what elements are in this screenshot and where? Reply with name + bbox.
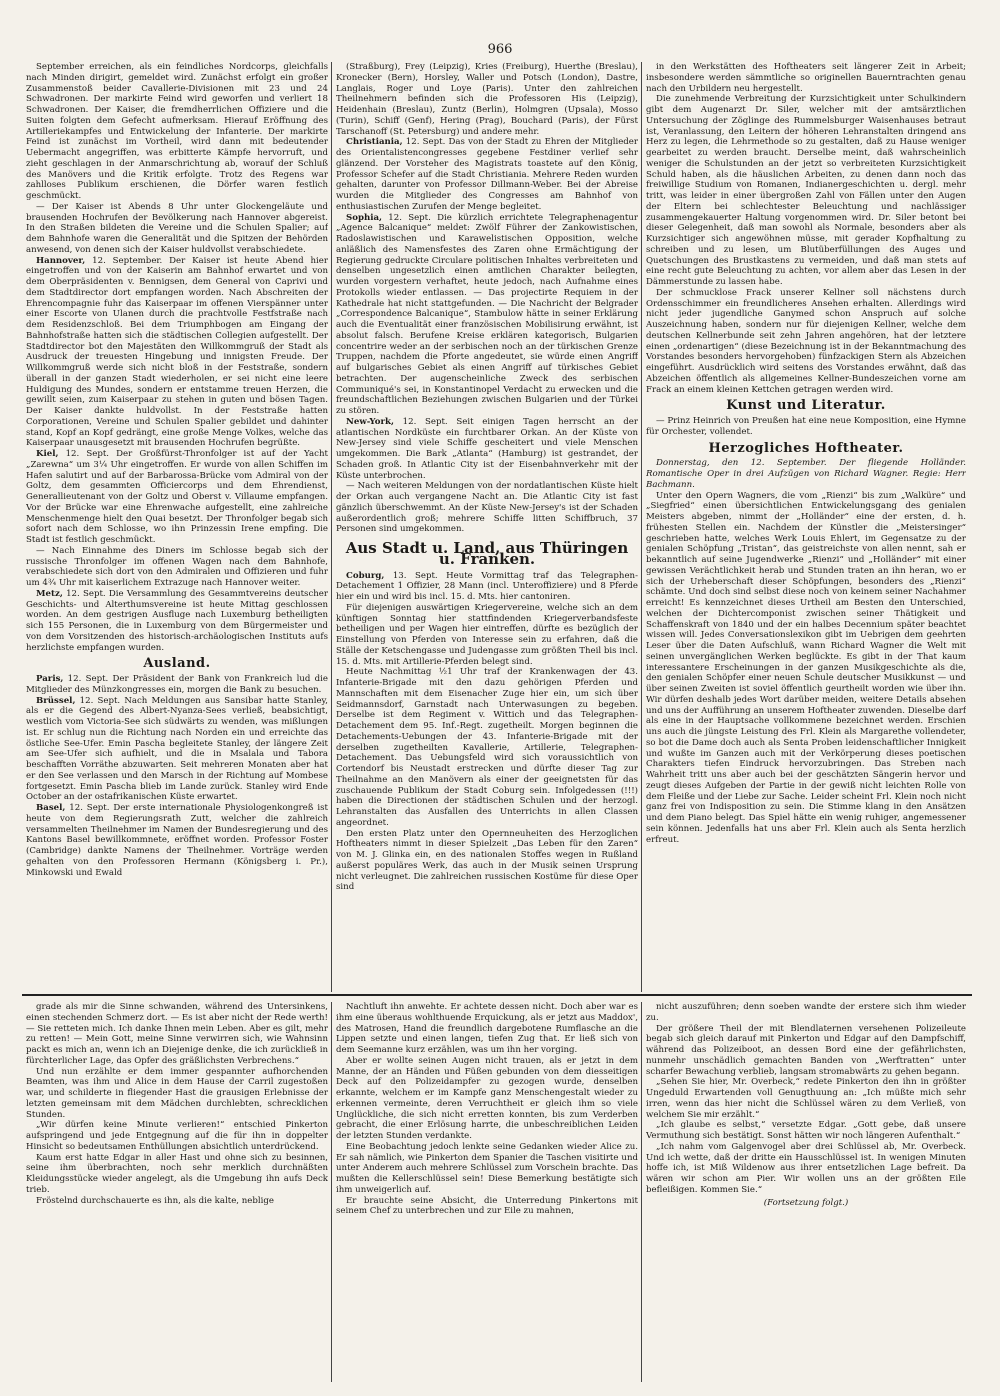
article-text: 12. Sept. Der Großfürst-Thronfolger ist auf der Yacht „Zarewna“ um 3¼ Uhr eingetroffen. Er wurde von allen Schiffen im Hafen salutirt und auf der Barbarossa-Brücke vom Admiral von der Goltz, dem gesammten Officiercorps und dem Ehrendienst, Generallieutenant von der Goltz und Oberst v. Villaume empfangen. Vor der Brücke war eine Ehrenwache aufgestellt, eine zahlreiche Menschenmenge hielt den Quai besetzt. Der Thronfolger begab sich sofort nach dem Schlosse, wo ihn Prinzessin Irene empfing. Die Stadt ist festlich geschmückt. <box>26 449 328 545</box>
article-text: 12. Sept. Die Versammlung des Gesammtvereins deutscher Geschichts- und Alterthumsvereine ist heute Mittag geschlossen worden. An dem gestrigen Ausfluge nach Luxemburg betheiligten sich 155 Personen, die in Luxemburg von dem Bürgermeister und von dem Vorsitzenden des historisch-archäologischen Instituts aufs herzlichste empfangen wurden. <box>26 588 328 653</box>
article-paragraph <box>26 674 328 696</box>
article-paragraph: Der schmucklose Frack unserer Kellner soll nächstens durch Ordensschimmer ein freundlicheres Ansehen erhalten. Allerdings wird nicht jeder jugendliche Ganymed schon Anspruch auf solche Auszeichnung haben, sondern nur für diejenigen Kellner, welche dem deutschen Kellnerbunde seit zehn Jahren angehören, hat der letztere einen „ordenartigen“ (diese Bezeichnung ist in der Bekanntmachung des Vorstandes besonders hervorgehoben) fünfzackigen Stern als Abzeichen eingeführt. Ausdrücklich wird seitens des Vorstandes erwähnt, daß das Abzeichen öffentlich als allgemeines Kellner-Bundeszeichen vorne am Frack an einem kleinen Kettchen getragen werden wird. <box>646 287 966 395</box>
story-paragraph: „Ich nahm vom Galgenvogel aber drei Schlüssel ab, Mr. Overbeck. Und ich wette, daß der dritte ein Hausschlüssel ist. In wenigen Minuten hoffe ich, ist Miß Wildenow aus ihrer entsetzlichen Lage befreit. Da wären wir schon am Pier. Wir wollen uns an der größten Eile befleißigen. Kommen Sie.“ <box>646 1141 966 1195</box>
column-2 <box>336 62 638 992</box>
column-divider <box>641 1002 642 1382</box>
article-paragraph: Für diejenigen auswärtigen Kriegervereine, welche sich an dem künftigen Sonntag hier stattfindenden Kriegerverbandsfeste betheiligen und per Wagen hier eintreffen, dürfte es bezüglich der Einstellung von Pferden von Interesse sein zu erfahren, daß die Ställe der Ketschengasse und Judengasse zum größten Theil bis incl. 15. d. Mts. mit Artillerie-Pferden belegt sind. <box>336 602 638 667</box>
column-divider <box>331 1002 332 1382</box>
article-paragraph: Die zunehmende Verbreitung der Kurzsichtigkeit unter Schulkindern gibt dem Augenarzt Dr. Siler, welcher mit der amtsärztlichen Untersuchung der Zöglinge des Rummelsburger Waisenhauses betraut ist, Veranlassung, den Leitern der höheren Lehranstalten dringend ans Herz zu legen, die Lehrmethode so zu gestalten, daß zu Hause weniger gearbeitet zu werden braucht. Derselbe meint, daß wahrscheinlich weniger die Schulstunden an der jetzt so verbreiteten Kurzsichtigkeit Schuld haben, als die häuslichen Arbeiten, zu denen dann noch das freiwillige Studium von Romanen, Indianergeschichten u. dergl. mehr tritt, was leider in einer übergroßen Zahl von Fällen unter den Augen der Eltern bei schlechtester Beleuchtung und nachlässiger zusammengekauerter Haltung vorgenommen wird. Dr. Siler betont bei dieser Gelegenheit, daß man sowohl als Normale, besonders aber als Kurzsichtiger sich angewöhnen müsse, mit gerader Kopfhaltung zu schreiben und zu lesen, um Blutüberfüllungen des Auges und Quetschungen des Brustkastens zu vermeiden, und daß man stets auf eine recht gute Beleuchtung zu achten, vor allem aber das Lesen in der Dämmerstunde zu lassen habe. <box>646 94 966 287</box>
dateline-city: Metz, <box>36 588 63 599</box>
article-paragraph: — Der Kaiser ist Abends 8 Uhr unter Glockengeläute und brausenden Hochrufen der Bevölkerung nach Hannover abgereist. In den Straßen bildeten die Vereine und die Schulen Spalier; auf dem Bahnhofe waren die Generalität und die Spitzen der Behörden anwesend, von denen sich der Kaiser huldvollst verabschiedete. <box>26 201 328 255</box>
article-paragraph: in den Werkstätten des Hoftheaters seit längerer Zeit in Arbeit; insbesondere werden sämmtliche so originellen Bauerntrachten genau nach den Urbildern neu hergestellt. <box>646 62 966 94</box>
article-text: 12. Sept. Die kürzlich errichtete Telegraphenagentur „Agence Balcanique“ meldet: Zwölf Führer der Zankowistischen, Radoslawistischen und Karawelistischen Opposition, welche anläßlich des Namensfestes des Zaren ohne Ermächtigung der Regierung gedruckte Circulare politischen Inhaltes verbreiteten und denselben ungesetzlich einen amtlichen Charakter beilegten, wurden vorgestern verhaftet, heute jedoch, nach Aufnahme eines Protokolls wieder entlassen. — Das projectirte Requiem in der Kathedrale hat nicht stattgefunden. — Die Nachricht der Belgrader „Correspondence Balcanique“, Stambulow hätte in seiner Erklärung auch die Eventualität einer französischen Mobilisirung erwähnt, ist absolut falsch. Berufene Kreise erklären kategorisch, Bulgarien concentrire weder an der serbischen noch an der türkischen Grenze Truppen, nachdem die Pforte angedeutet, sie würde einen Angriff auf bulgarisches Gebiet als einen Angriff auf türkisches Gebiet betrachten. Der augenscheinliche Zweck des serbischen Communiqué's sei, in Konstantinopel Verdacht zu erwecken und die freundschaftlichen Beziehungen zwischen Bulgarien und der Türkei zu stören. <box>336 212 638 416</box>
page-number: 966 <box>487 42 513 57</box>
story-paragraph: Der größere Theil der mit Blendlaternen versehenen Polizeileute begab sich gleich darauf mit Pinkerton und Edgar auf den Dampfschiff, während das Polizeiboot, an dessen Bord eine der gefährlichsten, nunmehr unschädlich gemachten Banden von „Werftratten“ unter scharfer Bewachung verblieb, langsam stromabwärts zu gehen begann. <box>646 1023 966 1077</box>
story-paragraph: Er brauchte seine Absicht, die Unterredung Pinkertons mit seinem Chef zu unterbrechen und zur Eile zu mahnen, <box>336 1195 638 1217</box>
article-text: 12. Sept. Seit einigen Tagen herrscht an der atlantischen Nordküste ein furchtbarer Orkan. An der Küste von New-Jersey sind viele Schiffe gescheitert und viele Menschen umgekommen. Die Bark „Atlanta“ (Hamburg) ist gestrandet, der Schaden groß. In Atlantic City ist der Eisenbahnverkehr mit der Küste unterbrochen. <box>336 416 638 481</box>
article-paragraph <box>26 589 328 654</box>
article-paragraph: — Prinz Heinrich von Preußen hat eine neue Komposition, eine Hymne für Orchester, vollendet. <box>646 416 966 437</box>
article-paragraph: Den ersten Platz unter den Opernneuheiten des Herzoglichen Hoftheaters nimmt in dieser Spielzeit „Das Leben für den Zaren“ von M. J. Glinka ein, en des nationalen Stoffes wegen in Rußland außerst populäres Werk, das auch in der Musik seinen Ursprung nicht verleugnet. Die zahlreichen russischen Kostüme für diese Oper sind <box>336 828 638 893</box>
dateline-city: Kiel, <box>36 449 59 459</box>
story-paragraph: „Wir dürfen keine Minute verlieren!“ entschied Pinkerton aufspringend und jede Entgegnung auf die für ihn in doppelter Hinsicht so bedeutsamen Enthüllungen absichtlich unterdrückend. <box>26 1120 328 1152</box>
article-text: 12. Sept. Der erste internationale Physiologenkongreß ist heute von dem Regierungsrath Zutt, welcher die zahlreich versammelten Theilnehmer im Namen der Bundesregierung und des Kantons Basel bewillkommnete, eröffnet worden. Professor Foster (Cambridge) dankte Namens der Theilnehmer. Vorträge werden gehalten von den Professoren Hermann (Königsberg i. Pr.), Minkowski und Ewald <box>26 803 328 878</box>
dateline-city: Paris, <box>36 674 64 684</box>
story-paragraph: Nachtluft ihn anwehte. Er achtete dessen nicht. Doch aber war es ihm eine überaus wohlthuende Erquickung, als er jetzt aus Maddox', des Matrosen, Hand die freundlich dargebotene Rumflasche an die Lippen setzte und einen langen, tiefen Zug that. Er ließ sich von dem Seemanne kurz erzählen, was um ihn her vorging. <box>336 1002 638 1055</box>
dateline-city: Hannover, <box>36 255 86 266</box>
feuilleton-separator <box>22 994 972 996</box>
dateline-city: Basel, <box>36 803 66 813</box>
review-paragraph: Unter den Opern Wagners, die vom „Rienzi“ bis zum „Walküre“ und „Siegfried“ einen übersichtlichen Entwickelungsgang des genialen Meisters abgeben, nimmt der „Holländer“ eine der ersten, d. h. frühesten Stellen ein. Nachdem der Künstler die „Meistersinger“ geschrieben hatte, welches Werk Louis Ehlert, im Gegensatze zu der genialen Schöpfung „Tristan“, das geistreichste von allen nennt, sah er bekanntlich auf seine Jugendwerke „Rienzi“ und „Holländer“ mit einer gewissen Verächtlichkeit herab und Stunden traten an ihn heran, wo er sich der Urheberschaft dieser Schöpfungen, besonders des „Rienzi“ schämte. Und doch sind selbst diese noch von keinem seiner Nachahmer erreicht! Es kennzeichnet dieses Urtheil am Besten den Unterschied, welchen der Dichtercomponist zwischen seiner Thätigkeit und Schaffenskraft von 1840 und der ein halbes Decennium später beachtet wissen will. Jedes Conversationslexikon gibt im Uebrigen dem geehrten Leser über die Daten Aufschluß, wann Richard Wagner die Welt mit seinen unvergänglichen Werken beglückte. Es gibt in der That kaum interessantere Erscheinungen in der ganzen Musikgeschichte als die, den genialen Schöpfer einer neuen Schule deutscher Musikkunst — und über seinen Zweiten ist soviel öffentlich geurtheilt worden wie über ihn. Wir dürfen deshalb jedes Wort darüber meiden, weitere Details absehen und uns der Aufführung an unserem Hoftheater zuwenden. Dieselbe darf als eine in der Hauptsache vollkommene bezeichnet werden. Erschien uns auch die jüngste Leistung des Frl. Klein als Margarethe vollendeter, so bot die Dame doch auch als Senta Proben leidenschaftlicher Innigkeit und wußte im Ganzen auch mit der Verkörperung dieses poetischen Charakters tiefen Eindruck hervorzubringen. Das Streben nach Wahrheit tritt uns aber auch bei der geschätzten Sängerin hervor und zeugt dieses Aufgeben der Partie in der gewiß nicht leichten Rolle von dem Fleiße und der Liebe zur Sache. Leider scheint Frl. Klein noch nicht ganz frei von Indisposition zu sein. Die Stimme klang in den Ansätzen und dem Piano belegt. Das Spiel hätte ein wenig ruhiger, angemessener sein können. Jedenfalls hat uns aber Frl. Klein auch als Senta herzlich erfreut. <box>646 490 966 845</box>
article-paragraph <box>336 137 638 212</box>
story-paragraph: Fröstelnd durchschauerte es ihn, als die kalte, neblige <box>36 1195 274 1206</box>
dateline-city: Coburg, <box>346 570 385 581</box>
feuilleton-column-2 <box>336 1002 638 1382</box>
feuilleton-column-1 <box>26 1002 328 1382</box>
article-paragraph: — Nach Einnahme des Diners im Schlosse begab sich der russische Thronfolger im offenen Wagen nach dem Bahnhofe, verabschiedete sich dort von den Admiralen und Offizieren und fuhr um 4¾ Uhr mit kaiserlichem Extrazuge nach Hannover weiter. <box>26 545 328 588</box>
article-text: 13. Sept. Heute Vormittag traf das Telegraphen-Detachement 1 Offizier, 28 Mann (incl. Unteroffiziere) und 8 Pferde hier ein und wird bis incl. 15. d. Mts. hier cantoniren. <box>336 570 638 602</box>
article-paragraph: — Nach weiteren Meldungen von der nordatlantischen Küste hielt der Orkan auch vergangene Nacht an. Die Atlantic City ist fast gänzlich überschwemmt. An der Küste New-Jersey's ist der Schaden außerordentlich groß; mehrere Schiffe litten Schiffbruch, 37 Personen sind umgekommen. <box>336 481 638 535</box>
article-paragraph <box>336 571 638 603</box>
article-paragraph <box>26 256 328 450</box>
article-paragraph <box>26 449 328 546</box>
continuation-note: (Fortsetzung folgt.) <box>763 1197 849 1208</box>
story-paragraph: „Sehen Sie hier, Mr. Overbeck,“ redete Pinkerton den ihn in größter Ungeduld Erwartenden voll Genugthuung an: „Ich müßte mich sehr irren, wenn das hier nicht die Schlüssel wären zu dem Verließ, von welchem Sie mir erzählt.“ <box>646 1077 966 1120</box>
article-text: 12. September. Der Kaiser ist heute Abend hier eingetroffen und von der Kaiserin am Bahnhof erwartet und von dem Oberpräsidenten v. Bennigsen, dem General von Caprivi und dem Stadtdirector dort empfangen worden. Nach Abschreiten der Ehrencompagnie fuhr das Kaiserpaar im offenen Vierspänner unter einer Escorte von Ulanen durch die prachtvolle Festfstraße nach dem Residenzschloß. Bei dem Triumphbogen am Eingang der Bahnhofstraße hatten sich die städtischen Collegien aufgestellt. Der Stadtdirector bot den Majestäten den Willkommgruß der Stadt als Ausdruck der treuesten Hingebung und innigsten Freude. Der Willkommgruß werde sich nicht bloß in der Feststraße, sondern überall in der ganzen Stadt wiederholen, er sei nicht eine leere Huldigung des Mundes, sondern er entstamme treuen Herzen, die gewillt seien, zum Kaiserpaar zu stehen in guten und bösen Tagen. Der Kaiser dankte huldvollst. In der Feststraße hatten Corporationen, Vereine und Schulen Spalier gebildet und dahinter stand, Kopf an Kopf gedrängt, eine große Menge Volkes, welche das Kaiserpaar unausgesetzt mit brausenden Hochrufen begrüßte. <box>26 255 328 449</box>
dateline-city: Sophia, <box>346 212 383 223</box>
article-paragraph <box>26 696 328 804</box>
story-paragraph: Und nun erzählte er dem immer gespannter aufhorchenden Beamten, was ihm und Alice in dem Hause der Carril zugestoßen war, und schilderte in fliegender Hast die grausigen Erlebnisse der letzten gemeinsam mit dem Mädchen durchlebten, schrecklichen Stunden. <box>26 1066 328 1120</box>
article-paragraph: September erreichen, als ein feindliches Nordcorps, gleichfalls nach Minden dirigirt, gemeldet wird. Zunächst erfolgt ein großer Zusammenstoß beider Cavallerie-Divisionen mit 23 und 24 Schwadronen. Der markirte Feind wird geworfen und verliert 18 Schwadronen. Der Kaiser, die fremdherrlichen Offiziere und die Suiten folgten dem Gefecht aufmerksam. Hierauf Eröffnung des Artilleriekampfes und Entwickelung der Infanterie. Der markirte Feind ist zunächst im Vortheil, wird dann mit bedeutender Uebermacht angegriffen, was erbitterte Kämpfe hervorruft, und zieht geschlagen in der Anmarschrichtung ab, worauf der Schluß des Manövers und die Kritik erfolgte. Trotz des Regens war zahlloses Publikum erschienen, die Dörfer waren festlich geschmückt. <box>26 62 328 201</box>
story-paragraph: nicht auszuführen; denn soeben wandte der erstere sich ihm wieder zu. <box>646 1002 966 1023</box>
dateline-city: New-York, <box>346 416 394 427</box>
article-paragraph <box>336 417 638 482</box>
story-paragraph: grade als mir die Sinne schwanden, während des Untersinkens, einen stechenden Schmerz dort. — Es ist aber nicht der Rede werth! — Sie retteten mich. Ich danke Ihnen mein Leben. Aber es gilt, mehr zu retten! — Mein Gott, meine Sinne verwirren sich, wie Wahnsinn packt es mich an, wenn ich an Diejenige denke, die ich zurückließ in fürchterlicher Lage, das Opfer des gräßlichsten Verbrechens.“ <box>26 1002 328 1066</box>
performance-notice: Donnerstag, den 12. September. Der fliegende Holländer. Romantische Oper in drei Aufzügen von Richard Wagner. Regie: Herr Bachmann. <box>646 458 966 490</box>
article-text: 12. Sept. Das von der Stadt zu Ehren der Mitglieder des Orientalistencongresses gegebene Festdiner verlief sehr glänzend. Der Vorsteher des Magistrats toastete auf den König, Professor Schefer auf die Stadt Christiania. Mehrere Reden wurden gehalten, darunter von Professor Dillmann-Weber. Bei der Abreise wurden die Mitglieder des Congresses am Bahnhof von enthusiastischen Zurufen der Menge begleitet. <box>336 137 638 212</box>
article-text: 12. Sept. Der Präsident der Bank von Frankreich lud die Mitglieder des Münzkongresses ein, morgen die Bank zu besuchen. <box>26 674 328 695</box>
section-heading-ausland: Ausland. <box>143 656 211 672</box>
dateline-city: Christiania, <box>346 137 403 148</box>
column-3 <box>646 62 966 992</box>
column-1 <box>26 62 328 992</box>
article-paragraph <box>26 803 328 878</box>
article-paragraph: (Straßburg), Frey (Leipzig), Kries (Freiburg), Huerthe (Breslau), Kronecker (Bern), Horsley, Waller und Potsch (London), Dastre, Langlais, Roger und Loye (Paris). Unter den zahlreichen Theilnehmern befinden sich die Professoren His (Leipzig), Heidenhain (Breslau), Zuntz (Berlin), Holmgren (Upsala), Mosso (Turin), Schiff (Genf), Hering (Prag), Bouchard (Paris), der Fürst Tarschanoff (St. Petersburg) und andere mehr. <box>336 62 638 137</box>
section-heading-hoftheater: Herzogliches Hoftheater. <box>708 440 904 456</box>
section-heading-stadt-land: Aus Stadt u. Land, aus Thüringen u. Franken. <box>345 539 629 568</box>
story-paragraph: Aber er wollte seinen Augen nicht trauen, als er jetzt in dem Manne, der an Händen und Füßen gebunden von dem diesseitigen Deck auf den Polizeidampfer zu gezogen wurde, denselben erkannte, welchem er im Kampfe ganz Menschengestalt wieder zu erkennen vermeinte, deren Verruchtheit er gleich ihm so viele Unglückliche, die sich nicht erretten konnten, bis zum Verderben gebracht, die einer Erlösung harrte, die unbeschreiblichen Leiden der letzten Stunden verdankte. <box>336 1055 638 1141</box>
column-divider <box>641 62 642 992</box>
dateline-city: Brüssel, <box>36 695 76 706</box>
article-paragraph: Heute Nachmittag ½1 Uhr traf der Krankenwagen der 43. Infanterie-Brigade mit den dazu gehörigen Pferden und Mannschaften mit dem Eisenacher Zuge hier ein, um sich über Seidmannsdorf, Garnstadt nach Unterwasungen zu begeben. Derselbe ist dem Regiment v. Wittich und das Telegraphen-Detachement dem 95. Inf.-Regt. zugetheilt. Morgen beginnen die Detachements-Uebungen der 43. Infanterie-Brigade mit der derselben zugetheilten Kavallerie, Artillerie, Telegraphen-Detachement. Das Uebungsfeld wird sich voraussichtlich von Cortendorf bis Neustadt erstrecken und dürfte dieser Tag zur Theilnahme an den Manövern als einer der geeignetsten für das zuschauende Publikum der Stadt Coburg sein. Infolgedessen (!!!) haben die Directionen der städtischen Schulen und der herzogl. Lehranstalten das Ausfallen des Unterrichts in allen Classen angeordnet. <box>336 667 638 828</box>
story-paragraph: „Ich glaube es selbst,“ versetzte Edgar. „Gott gebe, daß unsere Vermuthung sich bestätigt. Sonst hätten wir noch längeren Aufenthalt.“ <box>646 1120 966 1141</box>
story-paragraph: Kaum erst hatte Edgar in aller Hast und ohne sich zu besinnen, seine ihm überbrachten, noch sehr merklich durchnäßten Kleidungsstücke wieder angelegt, als die Umgebung ihn aufs Deck trieb. <box>26 1152 328 1195</box>
story-paragraph: Eine Beobachtung jedoch lenkte seine Gedanken wieder Alice zu. Er sah nämlich, wie Pinkerton dem Spanier die Taschen visitirte und unter Anderem auch mehrere Schlüssel zum Vorschein brachte. Das mußten die Kellerschlüssel sein! Diese Bemerkung bestätigte sich ihm unweigerlich auf. <box>336 1141 638 1195</box>
section-heading-kunst-literatur: Kunst und Literatur. <box>726 398 886 414</box>
column-divider <box>331 62 332 992</box>
article-text: 12. Sept. Nach Meldungen aus Sansibar hatte Stanley, als er die Gegend des Albert-Nyanza-Sees verließ, beabsichtigt, westlich vom Victoria-See sich südwärts zu wenden, was mißlungen ist. Er schlug nun die Richtung nach Norden ein und erreichte das östliche See-Ufer. Emin Pascha begleitete Stanley, der längere Zeit am See-Ufer sich aufhielt, und die in Msalala und Tabora beschafften Vorräthe abzuwarten. Seit mehreren Monaten aber hat er den See verlassen und den Marsch in der Richtung auf Mombese fortgesetzt. Emin Pascha blieb im Lande zurück. Stanley wird Ende October an der ostafrikanischen Küste erwartet. <box>26 695 328 803</box>
article-paragraph <box>336 213 638 417</box>
feuilleton-column-3 <box>646 1002 966 1382</box>
